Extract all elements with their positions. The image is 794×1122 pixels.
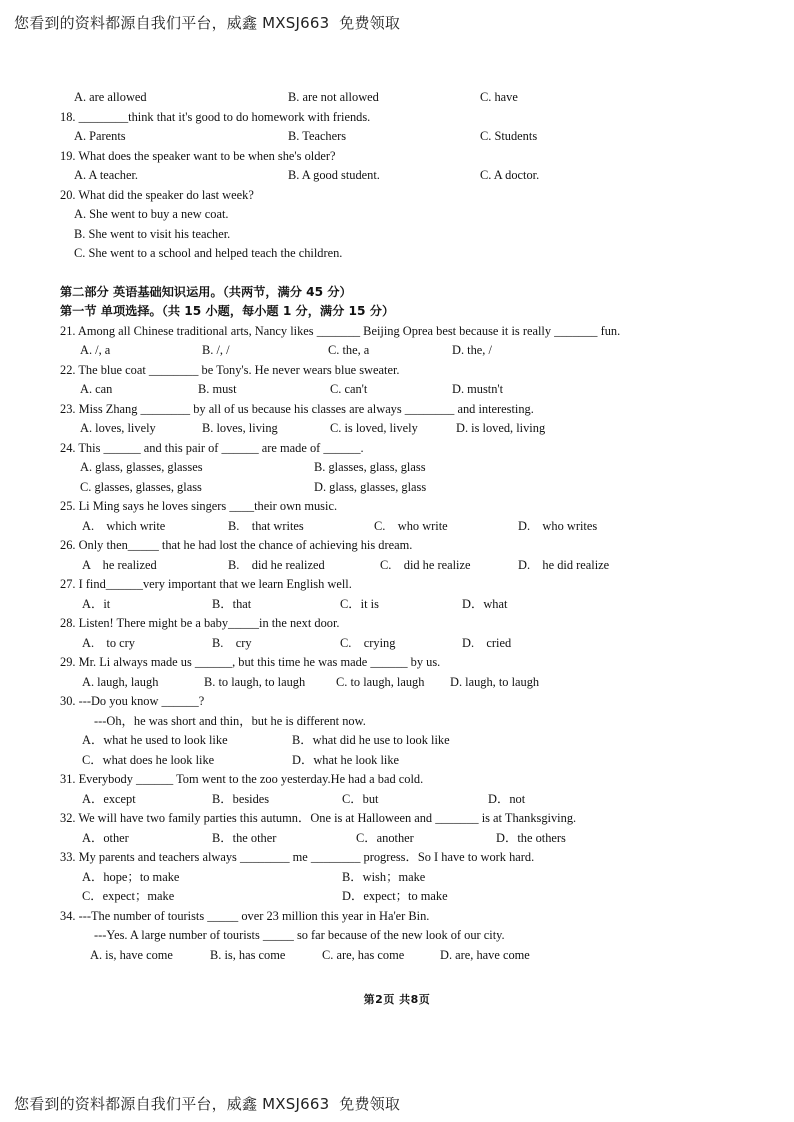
option-c: C．what does he look like (82, 752, 215, 767)
option-c: C．another (356, 830, 414, 845)
option-d: D. mustn't (452, 382, 504, 396)
option-a: A he realized (82, 557, 157, 572)
option-b: B．besides (212, 791, 270, 806)
watermark-top: 您看到的资料都源自我们平台，威鑫 MXSJ663 免费领取 (14, 14, 401, 32)
option-a: A. /, a (80, 343, 111, 357)
q20-option-c: C. She went to a school and helped teach the children. (74, 246, 343, 260)
option-a: A．what he used to look like (82, 733, 228, 747)
option-c: C. have (480, 90, 518, 104)
q19-stem: 19. What does the speaker want to be when she's older? (60, 148, 336, 163)
option-b: B．wish；make (342, 869, 426, 884)
option-c: C. are, has come (322, 947, 405, 962)
option-c: C．expect；make (82, 889, 175, 903)
q29-options (60, 673, 750, 693)
part2-heading: 第二部分 英语基础知识运用。（共两节，满分 45 分） (60, 284, 352, 299)
q18-options (60, 127, 750, 147)
q27-options (60, 595, 750, 615)
option-d: D. are, have come (440, 947, 530, 962)
option-d: D. laugh, to laugh (450, 674, 540, 689)
option-a: A．except (82, 791, 136, 806)
option-a: A. which write (82, 518, 166, 533)
q20-option-a: A. She went to buy a new coat. (74, 207, 229, 221)
option-a: A. loves, lively (80, 421, 156, 435)
option-a: A. laugh, laugh (82, 674, 159, 689)
q30-dialogue-reply: ---Oh，he was short and thin，but he is different now. (94, 713, 366, 728)
option-b: B．what did he use to look like (292, 733, 450, 747)
option-c: C. to laugh, laugh (336, 674, 425, 689)
option-c: C. the, a (328, 343, 370, 357)
option-c: C. did he realize (380, 557, 471, 572)
option-c: C. A doctor. (480, 168, 540, 182)
option-c: C. crying (340, 635, 396, 650)
q32-stem: 32. We will have two family parties this autumn．One is at Halloween and _______ is at Thanksgiving. (60, 811, 577, 825)
q24-stem: 24. This ______ and this pair of ______ are made of ______. (60, 440, 364, 455)
option-d: D．what (462, 596, 508, 611)
option-a: A. Parents (74, 129, 126, 143)
option-b: B．the other (212, 830, 277, 845)
q24-options-ab (60, 458, 750, 478)
q25-stem: 25. Li Ming says he loves singers ____their own music. (60, 499, 338, 513)
q34-dialogue-reply: ---Yes. A large number of tourists _____ so far because of the new look of our city. (94, 928, 505, 942)
q24-options-cd (60, 478, 750, 498)
option-b: B. to laugh, to laugh (204, 674, 306, 689)
q31-options (60, 790, 750, 810)
option-d: D．the others (496, 830, 566, 845)
q33-stem: 33. My parents and teachers always ________ me ________ progress．So I have to work hard. (60, 850, 535, 864)
option-b: B. glasses, glass, glass (314, 460, 426, 474)
q20-option-b: B. She went to visit his teacher. (74, 226, 231, 241)
q20-stem: 20. What did the speaker do last week? (60, 187, 254, 202)
option-d: D．what he look like (292, 752, 400, 767)
option-c: C. is loved, lively (330, 421, 418, 435)
exam-content (60, 88, 750, 965)
option-b: B. A good student. (288, 168, 380, 182)
option-b: B. did he realized (228, 557, 325, 572)
option-a: A. glass, glasses, glasses (80, 460, 203, 474)
option-a: A. are allowed (74, 90, 147, 104)
option-b: B. Teachers (288, 129, 347, 143)
q30-options-cd (60, 751, 750, 771)
q26-options (60, 556, 750, 576)
option-b: B. cry (212, 635, 252, 650)
q29-stem: 29. Mr. Li always made us ______, but this time he was made ______ by us. (60, 655, 441, 669)
option-a: A. can (80, 382, 113, 396)
q33-options-cd (60, 887, 750, 907)
option-c: C．but (342, 791, 379, 806)
q17-options (60, 88, 750, 108)
option-d: D. he did realize (518, 557, 610, 572)
q30-stem: 30. ---Do you know ______? (60, 694, 205, 708)
q34-options (60, 946, 750, 966)
q23-stem: 23. Miss Zhang ________ by all of us because his classes are always ________ and interesting. (60, 401, 534, 416)
q19-options (60, 166, 750, 186)
option-c: C. glasses, glasses, glass (80, 479, 202, 494)
q33-options-ab (60, 868, 750, 888)
option-b: B. that writes (228, 518, 304, 533)
option-b: B. is, has come (210, 947, 286, 962)
page-number: 第2页 共8页 (363, 993, 431, 1006)
option-b: B. must (198, 382, 237, 396)
q27-stem: 27. I find______very important that we learn English well. (60, 577, 352, 591)
option-d: D. the, / (452, 343, 492, 357)
option-c: C. can't (330, 382, 368, 396)
q18-stem: 18. ________think that it's good to do homework with friends. (60, 109, 371, 124)
option-c: C. Students (480, 129, 538, 143)
q26-stem: 26. Only then_____ that he had lost the chance of achieving his dream. (60, 538, 413, 552)
q25-options (60, 517, 750, 537)
option-a: A．it (82, 596, 111, 611)
section1-heading: 第一节 单项选择。（共 15 小题，每小题 1 分，满分 15 分） (60, 304, 395, 318)
q23-options (60, 419, 750, 439)
option-d: D．not (488, 791, 526, 806)
option-d: D. glass, glasses, glass (314, 479, 427, 494)
option-a: A. is, have come (90, 947, 173, 962)
q31-stem: 31. Everybody ______ Tom went to the zoo yesterday.He had a bad cold. (60, 772, 424, 786)
q30-options-ab (60, 731, 750, 751)
option-c: C．it is (340, 596, 379, 611)
option-b: B．that (212, 596, 252, 611)
option-d: D. who writes (518, 518, 598, 533)
option-a: A．other (82, 830, 129, 845)
option-a: A. A teacher. (74, 168, 138, 182)
option-b: B. /, / (202, 343, 230, 357)
option-b: B. loves, living (202, 421, 278, 435)
q32-options (60, 829, 750, 849)
watermark-bottom: 您看到的资料都源自我们平台，威鑫 MXSJ663 免费领取 (14, 1095, 401, 1113)
q28-stem: 28. Listen! There might be a baby_____in the next door. (60, 616, 340, 630)
option-a: A．hope；to make (82, 869, 180, 884)
q34-stem: 34. ---The number of tourists _____ over 23 million this year in Ha'er Bin. (60, 908, 430, 923)
option-d: D. is loved, living (456, 421, 546, 435)
option-c: C. who write (374, 518, 448, 533)
option-b: B. are not allowed (288, 90, 379, 104)
q21-options (60, 341, 750, 361)
q22-stem: 22. The blue coat ________ be Tony's. He never wears blue sweater. (60, 362, 400, 377)
q22-options (60, 380, 750, 400)
option-d: D. cried (462, 635, 512, 650)
option-d: D．expect；to make (342, 889, 448, 903)
q21-stem: 21. Among all Chinese traditional arts, Nancy likes _______ Beijing Oprea best because it is really _______ fun. (60, 323, 621, 338)
option-a: A. to cry (82, 635, 135, 650)
q28-options (60, 634, 750, 654)
